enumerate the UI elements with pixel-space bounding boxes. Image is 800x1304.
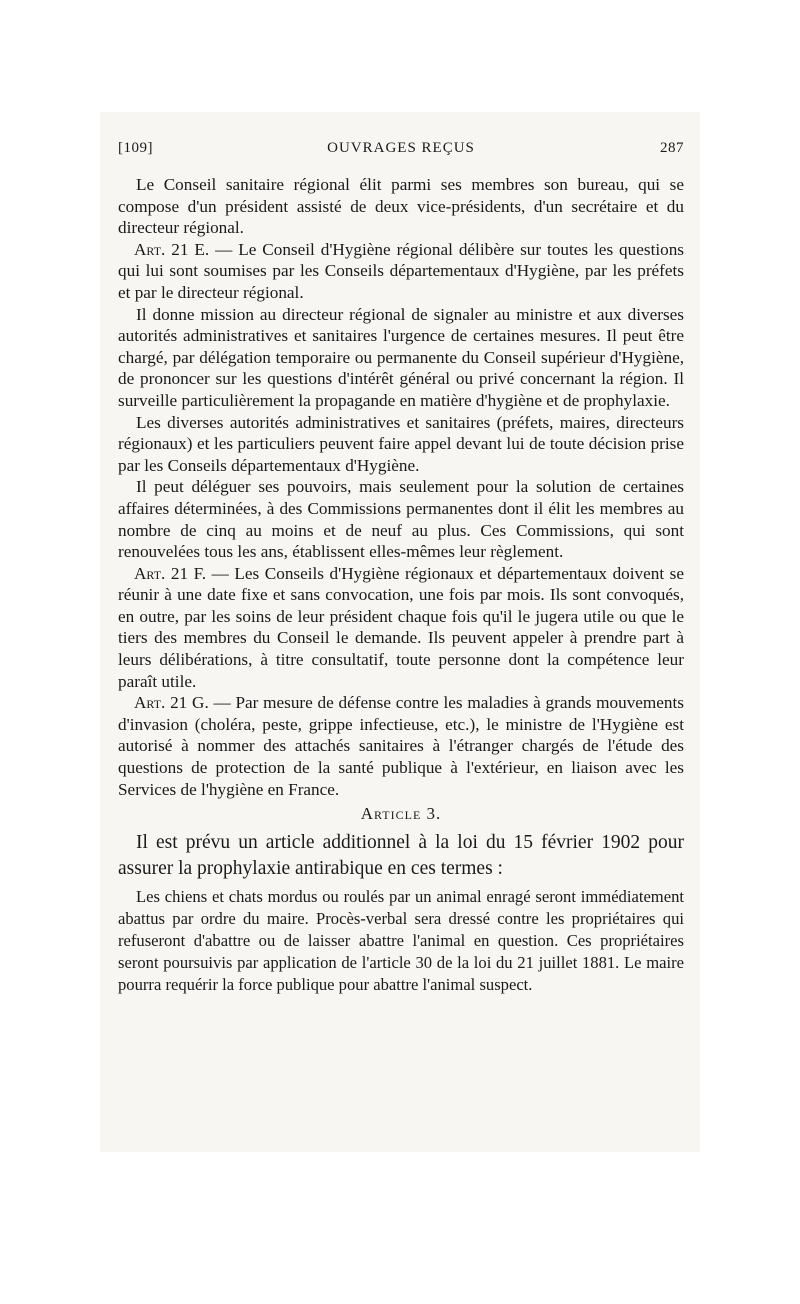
page-reference: [109]	[118, 140, 153, 156]
article-label: Art. 21 F.	[134, 563, 207, 583]
article-label: Art. 21 E.	[134, 239, 210, 259]
paragraph: Les diverses autorités administratives et sanitaires (préfets, maires, directeurs régionaux) et les particuliers peuvent faire appel devant lui de toute décision prise par les Conseils départementaux d'Hygiène.	[118, 412, 684, 475]
article-21f: Art. 21 F. — Les Conseils d'Hygiène régionaux et départementaux doivent se réunir à une date fixe et sans convocation, une fois par mois. Ils sont convoqués, en outre, par les soins de leur président chaque fois qu'il le jugera utile ou que le tiers des membres du Conseil le demande. Ils peuvent appeler à prendre part à leurs délibérations, à titre consultatif, toute personne dont la compétence leur paraît utile.	[118, 563, 684, 691]
running-header	[118, 140, 684, 162]
article-label: Art. 21 G.	[134, 693, 209, 713]
article-21e: Art. 21 E. — Le Conseil d'Hygiène régional délibère sur toutes les questions qui lui sont soumises par les Conseils départementaux d'Hygiène, par les préfets et par le directeur régional.	[118, 239, 684, 302]
paragraph: Il donne mission au directeur régional de signaler au ministre et aux diverses autorités administratives et sanitaires l'urgence de certaines mesures. Il peut être chargé, par délégation temporaire ou permanente du Conseil supérieur d'Hygiène, de prononcer sur les questions d'intérêt général ou privé concernant la région. Il surveille particulièrement la propagande en matière d'hygiène et de prophylaxie.	[118, 304, 684, 410]
page-body	[118, 174, 684, 996]
closing-paragraph: Les chiens et chats mordus ou roulés par un animal enragé seront immédiatement abattus par ordre du maire. Procès-verbal sera dressé contre les propriétaires qui refuseront d'abattre ou de laisser abattre l'animal en question. Ces propriétaires seront poursuivis par application de l'article 30 de la loi du 21 juillet 1881. Le maire pourra requérir la force publique pour abattre l'animal suspect.	[118, 887, 684, 995]
running-title: OUVRAGES REÇUS	[327, 140, 475, 156]
paragraph: Le Conseil sanitaire régional élit parmi ses membres son bureau, qui se compose d'un président assisté de deux vice-présidents, d'un secrétaire et du directeur régional.	[118, 175, 684, 238]
section-title: Article 3.	[360, 804, 442, 824]
page-number: 287	[660, 140, 684, 156]
intro-paragraph: Il est prévu un article additionnel à la loi du 15 février 1902 pour assurer la prophylaxie antirabique en ces termes :	[118, 832, 684, 880]
paragraph: Il peut déléguer ses pouvoirs, mais seulement pour la solution de certaines affaires déterminées, à des Commissions permanentes dont il élit les membres au nombre de cinq au moins et de neuf au plus. Ces Commissions, qui sont renouvelées tous les ans, établissent elles-mêmes leur règlement.	[118, 477, 684, 562]
article-21g: Art. 21 G. — Par mesure de défense contre les maladies à grands mouvements d'invasion (choléra, peste, grippe infectieuse, etc.), le ministre de l'Hygiène est autorisé à nommer des attachés sanitaires à l'étranger chargés de l'étude des questions de protection de la santé publique à l'extérieur, en liaison avec les Services de l'hygiène en France.	[118, 693, 684, 799]
